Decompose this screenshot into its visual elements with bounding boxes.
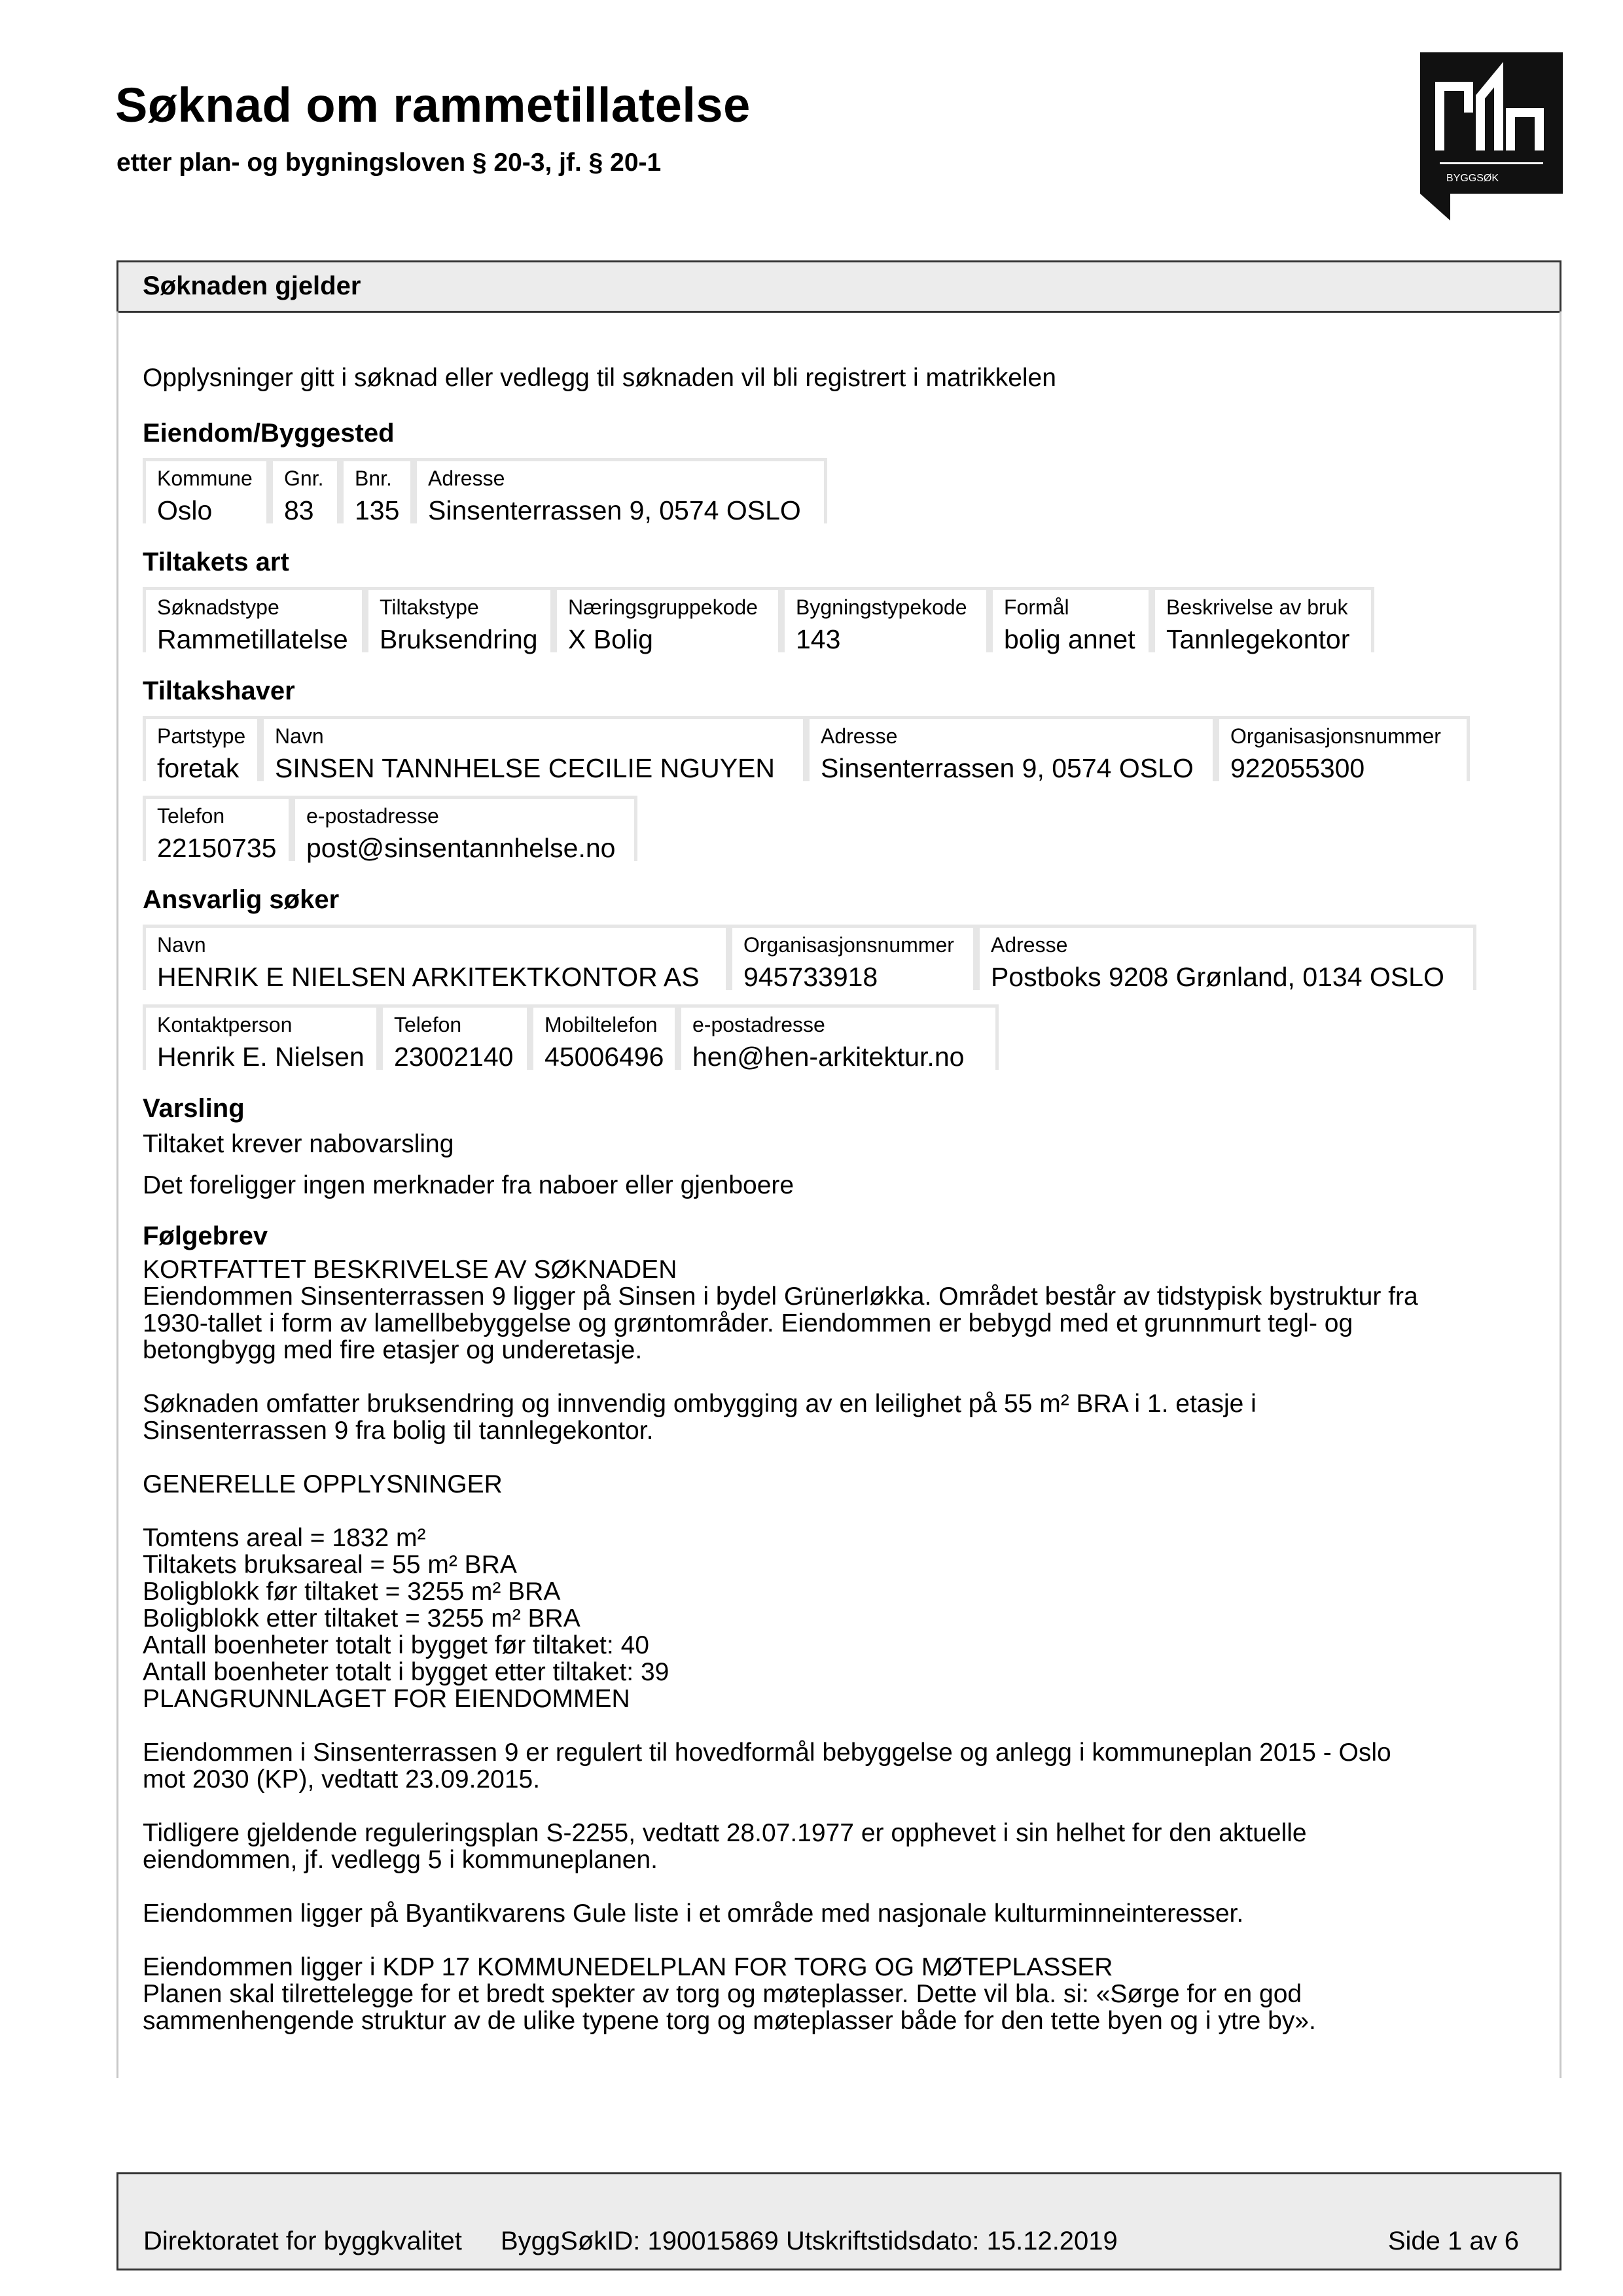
beskrivelse-av-bruk-value: Tannlegekontor: [1166, 624, 1350, 654]
soker-telefon-value: 23002140: [394, 1042, 514, 1072]
section-header: [116, 260, 1561, 313]
adresse-label: Adresse: [428, 467, 505, 490]
section-intro: Opplysninger gitt i søknad eller vedlegg til søknaden vil bli registrert i matrikkelen: [143, 364, 1056, 392]
formal-field: [990, 587, 1152, 652]
tiltakshaver-navn-value: SINSEN TANNHELSE CECILIE NGUYEN: [275, 753, 776, 783]
varsling-line-1: Tiltaket krever nabovarsling: [143, 1130, 454, 1158]
mobiltelefon-value: 45006496: [544, 1042, 664, 1072]
tiltakshaver-navn-label: Navn: [275, 724, 324, 748]
partstype-value: foretak: [157, 753, 240, 783]
document-subtitle: etter plan- og bygningsloven § 20-3, jf. § 20-1: [116, 149, 662, 177]
document-title: Søknad om rammetillatelse: [115, 78, 751, 132]
tiltakshaver-adresse-label: Adresse: [821, 724, 898, 748]
soker-navn-label: Navn: [157, 933, 206, 957]
section-border-left: [116, 311, 118, 2078]
byggsok-logo: [1420, 52, 1563, 221]
tiltakshaver-epost-field: [292, 796, 637, 861]
tiltakshaver-adresse-value: Sinsenterrassen 9, 0574 OSLO: [821, 753, 1194, 783]
tiltakstype-label: Tiltakstype: [380, 595, 479, 619]
bnr-label: Bnr.: [355, 467, 392, 490]
soker-navn-field: [143, 925, 729, 990]
gnr-value: 83: [284, 495, 314, 525]
tiltakstype-value: Bruksendring: [380, 624, 538, 654]
tiltakshaver-epost-label: e-postadresse: [306, 804, 439, 828]
gnr-label: Gnr.: [284, 467, 324, 490]
tiltakshaver-orgnr-label: Organisasjonsnummer: [1230, 724, 1441, 748]
page-footer: [116, 2172, 1561, 2270]
partstype-label: Partstype: [157, 724, 246, 748]
mobiltelefon-label: Mobiltelefon: [544, 1013, 658, 1036]
adresse-value: Sinsenterrassen 9, 0574 OSLO: [428, 495, 801, 525]
bygningstypekode-field: [781, 587, 990, 652]
naeringsgruppekode-value: X Bolig: [568, 624, 653, 654]
soker-epost-label: e-postadresse: [692, 1013, 825, 1036]
kommune-field: [143, 458, 270, 523]
soker-adresse-label: Adresse: [991, 933, 1068, 957]
footer-page-number: Side 1 av 6: [1387, 2227, 1519, 2255]
kontaktperson-field: [143, 1004, 380, 1070]
tiltakstype-field: [365, 587, 554, 652]
tiltakshaver-telefon-field: [143, 796, 292, 861]
tiltakshaver-adresse-field: [806, 716, 1216, 781]
eiendom-heading: Eiendom/Byggested: [143, 419, 395, 448]
soker-epost-field: [678, 1004, 999, 1070]
kommune-label: Kommune: [157, 467, 253, 490]
tiltakshaver-orgnr-field: [1216, 716, 1470, 781]
tiltakshaver-orgnr-value: 922055300: [1230, 753, 1365, 783]
soker-orgnr-label: Organisasjonsnummer: [743, 933, 954, 957]
bnr-field: [340, 458, 414, 523]
folgebrev-body: KORTFATTET BESKRIVELSE AV SØKNADEN Eiendommen Sinsenterrassen 9 ligger på Sinsen i bydel Grünerløkka. Området består av tidstypisk bystruktur fra 1930-tallet i form av lamellbebyggelse og grøntområder. Eiendommen er bebygd med et grunnmurt tegl- og betongbygg med fire etasjer og underetasje. Søknaden omfatter bruksendring og innvendig ombygging av en leilighet på 55 m² BRA i 1. etasje i Sinsenterrassen 9 fra bolig til tannlegekontor. GENERELLE OPPLYSNINGER Tomtens areal = 1832 m² Tiltakets bruksareal = 55 m² BRA Boligblokk før tiltaket = 3255 m² BRA Boligblokk etter tiltaket = 3255 m² BRA Antall boenheter totalt i bygget før tiltaket: 40 Antall boenheter totalt i bygget etter tiltaket: 39 PLANGRUNNLAGET FOR EIENDOMMEN Eiendommen i Sinsenterrassen 9 er regulert til hovedformål bebyggelse og anlegg i kommuneplan 2015 - Oslo mot 2030 (KP), vedtatt 23.09.2015. Tidligere gjeldende reguleringsplan S-2255, vedtatt 28.07.1977 er opphevet i sin helhet for den aktuelle eiendommen, jf. vedlegg 5 i kommuneplanen. Eiendommen ligger på Byantikvarens Gule liste i et område med nasjonale kulturminneinteresser. Eiendommen ligger i KDP 17 KOMMUNEDELPLAN FOR TORG OG MØTEPLASSER Planen skal tilrettelegge for et bredt spekter av torg og møteplasser. Dette vil bla. si: «Sørge for en god sammenhengende struktur av de ulike typene torg og møteplasser både for den tette byen og i ytre by».: [143, 1256, 1418, 2035]
soker-telefon-label: Telefon: [394, 1013, 462, 1036]
section-border-right: [1560, 311, 1561, 2078]
soknadstype-field: [143, 587, 365, 652]
varsling-line-2: Det foreligger ingen merknader fra naboer eller gjenboere: [143, 1171, 794, 1199]
tiltakshaver-telefon-value: 22150735: [157, 833, 277, 863]
soker-adresse-field: [976, 925, 1476, 990]
section-title: Søknaden gjelder: [143, 272, 361, 300]
soker-adresse-value: Postboks 9208 Grønland, 0134 OSLO: [991, 962, 1444, 992]
soker-navn-value: HENRIK E NIELSEN ARKITEKTKONTOR AS: [157, 962, 700, 992]
naeringsgruppekode-label: Næringsgruppekode: [568, 595, 758, 619]
tiltak-heading: Tiltakets art: [143, 548, 289, 576]
logo-text: BYGGSØK: [1446, 173, 1499, 184]
kontaktperson-label: Kontaktperson: [157, 1013, 293, 1036]
mobiltelefon-field: [530, 1004, 678, 1070]
soknadstype-value: Rammetillatelse: [157, 624, 348, 654]
gnr-field: [270, 458, 340, 523]
naeringsgruppekode-field: [554, 587, 781, 652]
tiltakshaver-epost-value: post@sinsentannhelse.no: [306, 833, 616, 863]
ansvarlig-soker-heading: Ansvarlig søker: [143, 885, 340, 914]
bygningstypekode-value: 143: [796, 624, 841, 654]
soker-telefon-field: [380, 1004, 530, 1070]
soker-orgnr-value: 945733918: [743, 962, 878, 992]
soker-orgnr-field: [729, 925, 976, 990]
varsling-heading: Varsling: [143, 1094, 245, 1123]
bnr-value: 135: [355, 495, 400, 525]
formal-value: bolig annet: [1004, 624, 1135, 654]
adresse-field: [414, 458, 827, 523]
footer-document-id: ByggSøkID: 190015869 Utskriftstidsdato: 15.12.2019: [501, 2227, 1118, 2255]
soknadstype-label: Søknadstype: [157, 595, 279, 619]
soker-epost-value: hen@hen-arkitektur.no: [692, 1042, 965, 1072]
footer-organization: Direktoratet for byggkvalitet: [143, 2227, 462, 2255]
tiltakshaver-heading: Tiltakshaver: [143, 677, 295, 705]
kommune-value: Oslo: [157, 495, 213, 525]
beskrivelse-av-bruk-label: Beskrivelse av bruk: [1166, 595, 1348, 619]
kontaktperson-value: Henrik E. Nielsen: [157, 1042, 365, 1072]
tiltakshaver-telefon-label: Telefon: [157, 804, 225, 828]
bygningstypekode-label: Bygningstypekode: [796, 595, 967, 619]
tiltakshaver-navn-field: [260, 716, 806, 781]
partstype-field: [143, 716, 260, 781]
beskrivelse-av-bruk-field: [1152, 587, 1374, 652]
folgebrev-heading: Følgebrev: [143, 1222, 268, 1250]
formal-label: Formål: [1004, 595, 1069, 619]
